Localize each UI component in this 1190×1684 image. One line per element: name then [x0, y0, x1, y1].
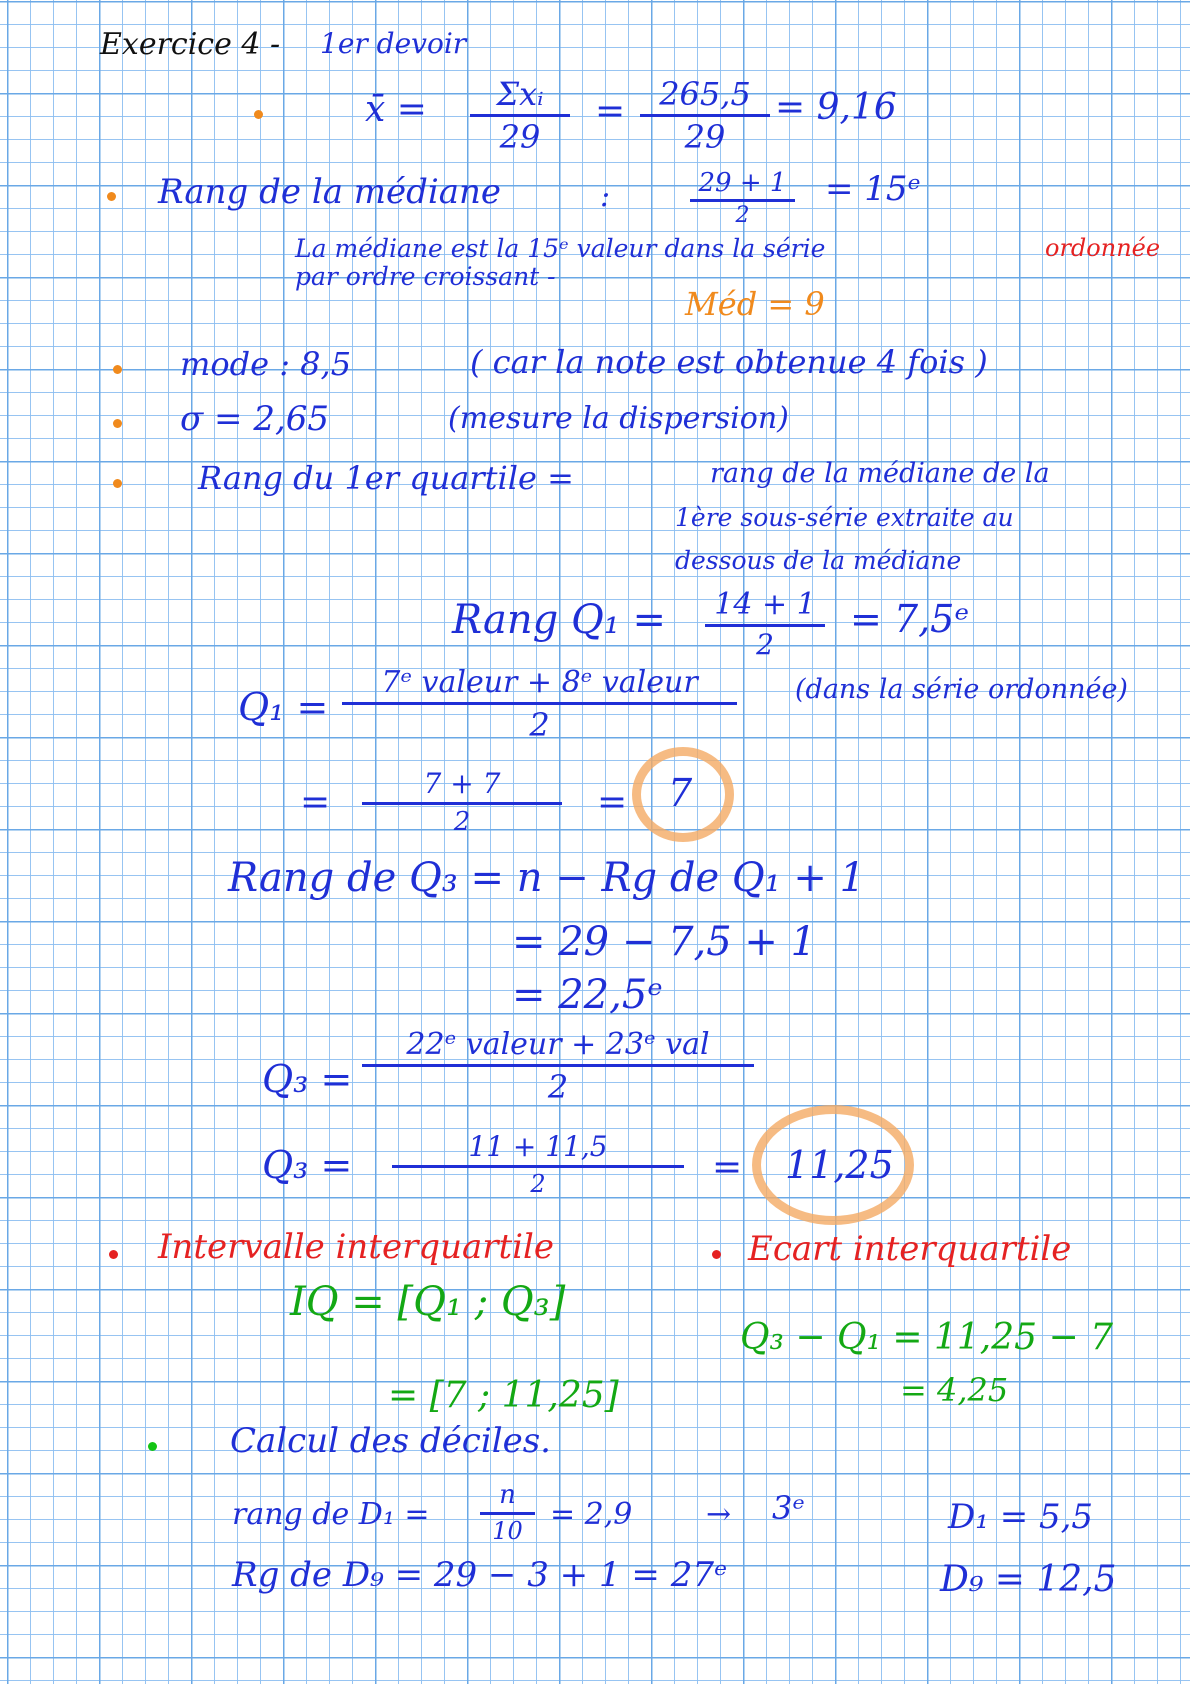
deciles-d1-value: D₁ = 5,5 — [948, 1497, 1094, 1537]
bullet-dot — [107, 192, 116, 201]
fraction-bar — [705, 624, 825, 627]
interquartile-gap-definition: Q₃ − Q₁ = 11,25 − 7 — [740, 1317, 1114, 1358]
q3-value: 11,25 — [785, 1143, 894, 1187]
deciles-d9-rank: Rg de D₉ = 29 − 3 + 1 = 27ᵉ — [232, 1555, 728, 1595]
deciles-d1-rank: 3ᵉ — [772, 1489, 805, 1527]
fraction-denominator: 2 — [529, 705, 550, 744]
median-value: Méd = 9 — [685, 285, 825, 323]
deciles-d9-value: D₉ = 12,5 — [940, 1559, 1117, 1600]
q3-lhs: Q₃ = — [262, 1057, 353, 1101]
bullet-dot — [113, 365, 122, 374]
fraction-numerator: 7 + 7 — [423, 767, 501, 800]
fraction-denominator: 2 — [530, 1169, 546, 1198]
fraction-denominator: 2 — [453, 806, 471, 837]
median-result: = 15ᵉ — [825, 169, 921, 209]
mean-lhs: x̄ = — [365, 89, 427, 130]
fraction-numerator: 11 + 11,5 — [468, 1130, 608, 1163]
fraction-bar — [690, 199, 795, 202]
q3-rank-line3: = 22,5ᵉ — [512, 972, 663, 1018]
fraction-numerator: 265,5 — [659, 75, 751, 113]
mean-fraction-2 — [640, 75, 770, 156]
fraction-bar — [470, 114, 570, 117]
interquartile-gap-value: = 4,25 — [900, 1371, 1009, 1409]
q3-rank-line2: = 29 − 7,5 + 1 — [512, 919, 817, 965]
q1-value: 7 — [668, 771, 693, 815]
q1-equals-2: = — [597, 782, 628, 823]
interquartile-interval-definition: IQ = [Q₁ ; Q₃] — [290, 1279, 566, 1325]
q1-rank-explanation-line2: 1ère sous-série extraite au — [675, 503, 1014, 532]
median-ordered-word: ordonnée — [1045, 234, 1161, 262]
interquartile-interval-value: = [7 ; 11,25] — [388, 1375, 619, 1416]
q1-rank-explanation-line3: dessous de la médiane — [675, 546, 962, 575]
q3-fraction-2 — [392, 1130, 684, 1198]
interquartile-gap-label: Ecart interquartile — [748, 1229, 1072, 1269]
q3-fraction — [362, 1027, 754, 1106]
deciles-d1-lhs: rang de D₁ = — [232, 1497, 430, 1532]
bullet-dot — [113, 419, 122, 428]
q1-lhs: Q₁ = — [238, 685, 329, 729]
fraction-denominator: 2 — [756, 627, 774, 661]
fraction-denominator: 29 — [499, 117, 541, 156]
q1-fraction-2 — [362, 767, 562, 837]
fraction-numerator: 14 + 1 — [714, 587, 816, 622]
mean-result: = 9,16 — [775, 87, 897, 128]
mode-note: ( car la note est obtenue 4 fois ) — [470, 343, 988, 381]
exercise-subtitle: 1er devoir — [320, 27, 467, 60]
median-explanation-line1: La médiane est la 15ᵉ valeur dans la série — [295, 234, 826, 263]
fraction-bar — [392, 1165, 684, 1168]
arrow-icon: → — [706, 1497, 732, 1532]
bullet-dot — [109, 1250, 118, 1259]
median-colon: : — [600, 179, 611, 214]
q3-equals: = — [712, 1147, 743, 1188]
interquartile-interval-label: Intervalle interquartile — [158, 1227, 555, 1267]
fraction-numerator: n — [499, 1480, 516, 1510]
median-label: Rang de la médiane — [158, 172, 502, 212]
q1-note: (dans la série ordonnée) — [795, 674, 1128, 705]
fraction-bar — [362, 1064, 754, 1067]
mean-fraction-1 — [470, 75, 570, 156]
bullet-dot — [712, 1250, 721, 1259]
q1-rank-fraction — [705, 587, 825, 661]
bullet-dot — [254, 110, 263, 119]
mode-value: mode : 8,5 — [180, 345, 352, 383]
q1-rank-explanation-line1: rang de la médiane de la — [710, 458, 1050, 489]
median-fraction — [690, 170, 795, 227]
sigma-value: σ = 2,65 — [180, 399, 330, 439]
fraction-numerator: 22ᵉ valeur + 23ᵉ val — [406, 1027, 710, 1062]
fraction-bar — [640, 114, 770, 117]
mean-equals: = — [595, 91, 626, 132]
fraction-numerator: 29 + 1 — [698, 168, 787, 198]
sigma-note: (mesure la dispersion) — [448, 401, 789, 436]
fraction-numerator: Σxᵢ — [496, 75, 544, 113]
q1-rank-lhs: Rang Q₁ = — [452, 597, 667, 643]
fraction-denominator: 2 — [547, 1067, 569, 1106]
fraction-denominator: 10 — [492, 1516, 523, 1545]
bullet-dot — [148, 1442, 157, 1451]
fraction-bar — [342, 702, 737, 705]
q3-lhs-2: Q₃ = — [262, 1143, 353, 1187]
fraction-bar — [362, 802, 562, 805]
deciles-d1-result: = 2,9 — [550, 1497, 633, 1532]
fraction-bar — [480, 1512, 535, 1515]
fraction-numerator: 7ᵉ valeur + 8ᵉ valeur — [381, 665, 698, 700]
deciles-d1-fraction — [480, 1482, 535, 1543]
exercise-title: Exercice 4 - — [100, 27, 281, 62]
bullet-dot — [113, 479, 122, 488]
fraction-denominator: 29 — [684, 117, 726, 156]
median-explanation-line2: par ordre croissant - — [295, 262, 556, 291]
deciles-title: Calcul des déciles. — [230, 1421, 551, 1461]
q1-rank-result: = 7,5ᵉ — [850, 597, 970, 641]
q1-fraction — [342, 665, 737, 744]
q3-rank-line1: Rang de Q₃ = n − Rg de Q₁ + 1 — [228, 855, 866, 901]
q1-rank-label: Rang du 1er quartile = — [198, 459, 574, 497]
fraction-denominator: 2 — [735, 202, 750, 228]
q1-equals: = — [300, 782, 331, 823]
